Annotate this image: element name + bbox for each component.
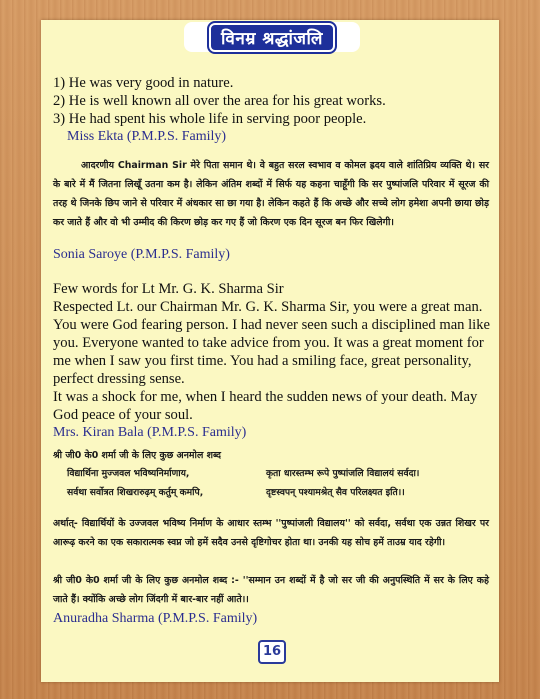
title-badge xyxy=(184,22,360,52)
signature-anuradha: Anuradha Sharma (P.M.P.S. Family) xyxy=(53,611,258,626)
tribute-line: You were God fearing person. I had never seen such a disciplined man like xyxy=(53,317,491,333)
page-number: 16 xyxy=(258,640,286,664)
anmol-shabd-heading: श्री जी0 के0 शर्मा जी के लिए कुछ अनमोल शब्द xyxy=(53,450,222,461)
memorial-page xyxy=(41,20,499,682)
tribute-paragraph: श्री जी0 के0 शर्मा जी के लिए कुछ अनमोल शब्द :- ''सम्मान उन शब्दों में है जो सर जी की अनुपस्थिति में सर के लिए कहे जाते हैं। क्योंकि अच्छे लोग जिंदगी में बार-बार नहीं आते।। xyxy=(53,575,489,605)
verse-right-line: दृष्टस्वपन् पश्यामश्रेत् सैव परिलक्ष्यत इति।। xyxy=(266,487,405,498)
sanskrit-verse xyxy=(53,464,489,502)
signature-kiran: Mrs. Kiran Bala (P.M.P.S. Family) xyxy=(53,425,247,440)
meaning-paragraph: अर्थात्- विद्यार्थियों के उज्जवल भविष्य निर्माण के आधार स्तम्भ ''पुष्पांजली विद्यालय'' को सर्वदा, सर्वथा एक उन्नत शिखर पर आरूढ़ करने का एक सकारात्मक स्वप्न जो हमें सदैव उनसे दृष्टिगोचर होता था। उनकी यह सोच हमें ताउम्र याद रहेगी। xyxy=(53,518,489,548)
tribute-anuradha xyxy=(53,571,489,609)
tribute-kiran xyxy=(53,280,489,442)
page-title: विनम्र श्रद्धांजलि xyxy=(209,23,335,52)
tribute-sonia xyxy=(53,156,489,232)
tribute-paragraph: आदरणीय Chairman Sir मेरे पिता समान थे। वे बहुत सरल स्वभाव व कोमल ह्रदय वाले शांतिप्रिय व्यक्ति थे। सर के बारे में मैं जितना लिखूँ उतना कम है। लेकिन अंतिम शब्दों में सिर्फ यह कहना चाहूँगी कि सर पुष्पांजलि परिवार में सूरज की तरह थे जिनके छिप जाने से परिवार में अंधकार सा छा गया है। लेकिन कहते हैं कि अच्छे और सच्चे लोग हमेशा अपनी छाया छोड़ कर जाते हैं और वो भी उम्मीद की किरण छोड़ कर गए हैं जो किरण एक दिन सूरज बन फिर खिलेगी। xyxy=(53,160,489,228)
tribute-line: God peace of your soul. xyxy=(53,407,193,423)
verse-left-line: सर्वथा सर्वोत्रत शिखरारुढ़म् कर्तुम् कमपि, xyxy=(67,487,204,498)
verse-right-line: कृता धारस्तम्भ रूपे पुष्पांजलि विद्यालयं सर्वदा। xyxy=(266,468,420,479)
tribute-line: 2) He is well known all over the area for his great works. xyxy=(53,93,386,109)
tribute-line: perfect dressing sense. xyxy=(53,371,185,387)
tribute-line: Respected Lt. our Chairman Mr. G. K. Sharma Sir, you were a great man. xyxy=(53,299,483,315)
signature-ekta: Miss Ekta (P.M.P.S. Family) xyxy=(67,129,227,144)
tribute-line: you. Everyone wanted to take advice from you. It was a great moment for xyxy=(53,335,484,351)
verse-left-line: विद्यार्थिना मुज्जवल भविष्यनिर्माणाय, xyxy=(67,468,190,479)
tribute-line: me when I saw you first time. You had a smiling face, great personality, xyxy=(53,353,472,369)
signature-sonia: Sonia Saroye (P.M.P.S. Family) xyxy=(53,247,230,262)
tribute-line: It was a shock for me, when I heard the sudden news of your death. May xyxy=(53,389,478,405)
tribute-line: 1) He was very good in nature. xyxy=(53,75,234,91)
tribute-ekta xyxy=(53,74,489,146)
tribute-line: 3) He had spent his whole life in serving poor people. xyxy=(53,111,367,127)
verse-meaning xyxy=(53,514,489,552)
tribute-heading: Few words for Lt Mr. G. K. Sharma Sir xyxy=(53,281,284,297)
